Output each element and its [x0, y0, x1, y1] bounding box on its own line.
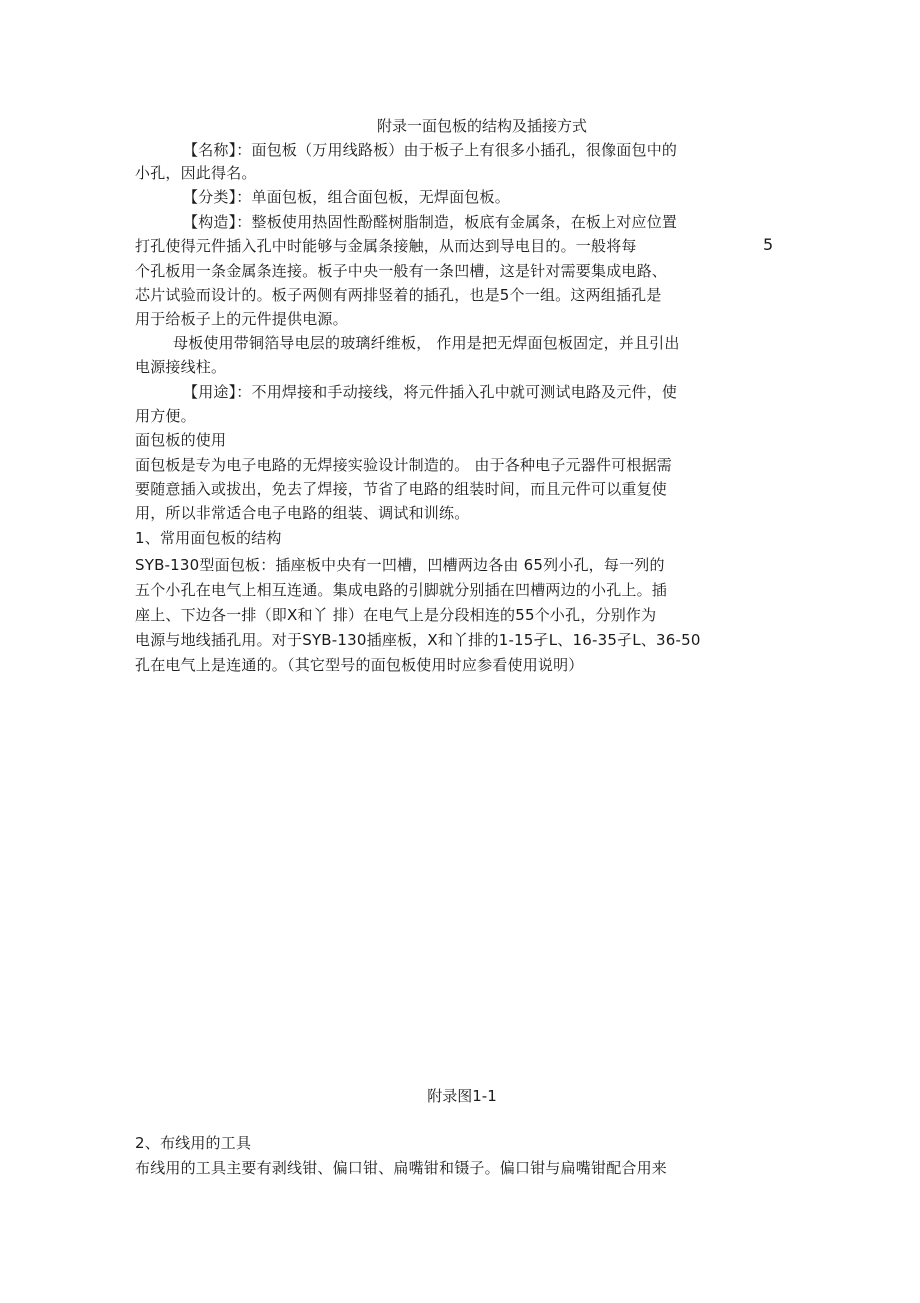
name-line-2: 小孔，因此得名。 — [135, 164, 257, 182]
motherboard-line-2: 电源接线柱。 — [135, 358, 227, 376]
construction-line-1: 【构造】：整板使用热固性酚醛树脂制造，板底有金属条，在板上对应位置 — [183, 213, 678, 231]
document-title: 附录一面包板的结构及插接方式 — [376, 117, 587, 135]
margin-number: 5 — [763, 235, 774, 254]
tools-para-line-1: 布线用的工具主要有剥线钳、偏口钳、扁嘴钳和镊子。偏口钳与扁嘴钳配合用来 — [135, 1159, 668, 1177]
syb-para-line-2: 五个小孔在电气上相互连通。集成电路的引脚就分别插在凹槽两边的小孔上。插 — [135, 581, 668, 599]
construction-line-5: 用于给板子上的元件提供电源。 — [135, 310, 348, 328]
construction-line-2: 打孔使得元件插入孔中时能够与金属条接触，从而达到导电目的。一般将每 — [135, 237, 637, 255]
syb-para-line-4: 电源与地线插孔用。对于SYB-130插座板，X和丫排的1-15孑L、16-35孑L、36-50 — [135, 631, 701, 649]
figure-placeholder — [135, 690, 785, 1080]
use-para-line-1: 面包板是专为电子电路的无焊接实验设计制造的。 由于各种电子元器件可根据需 — [135, 456, 672, 474]
name-line-1: 【名称】：面包板（万用线路板）由于板子上有很多小插孔，很像面包中的 — [183, 141, 678, 159]
section-heading-2: 2、布线用的工具 — [135, 1134, 252, 1152]
motherboard-line-1: 母板使用带铜箔导电层的玻璃纤维板， 作用是把无焊面包板固定，并且引出 — [173, 334, 680, 352]
use-para-line-2: 要随意插入或拔出，免去了焊接，节省了电路的组装时间，而且元件可以重复使 — [135, 480, 668, 498]
figure-caption: 附录图1-1 — [427, 1087, 497, 1105]
use-para-line-3: 用，所以非常适合电子电路的组装、调试和训练。 — [135, 504, 470, 522]
section-heading-1: 1、常用面包板的结构 — [135, 529, 282, 547]
construction-line-4: 芯片试验而设计的。板子两侧有两排竖着的插孔，也是5个一组。这两组插孔是 — [135, 286, 662, 304]
syb-para-line-1: SYB-130型面包板：插座板中央有一凹槽，凹槽两边各由 65列小孔，每一列的 — [135, 556, 665, 574]
usage-line-2: 用方便。 — [135, 407, 196, 425]
syb-para-line-5: 孔在电气上是连通的。（其它型号的面包板使用时应参看使用说明） — [135, 656, 584, 674]
category-line-1: 【分类】：单面包板，组合面包板，无焊面包板。 — [183, 188, 510, 206]
usage-line-1: 【用途】：不用焊接和手动接线，将元件插入孔中就可测试电路及元件，使 — [183, 383, 678, 401]
syb-para-line-3: 座上、下边各一排（即X和丫 排）在电气上是分段相连的55个小孔，分别作为 — [135, 606, 657, 624]
construction-line-3: 个孔板用一条金属条连接。板子中央一般有一条凹槽，这是针对需要集成电路、 — [135, 262, 668, 280]
use-heading: 面包板的使用 — [135, 431, 227, 449]
